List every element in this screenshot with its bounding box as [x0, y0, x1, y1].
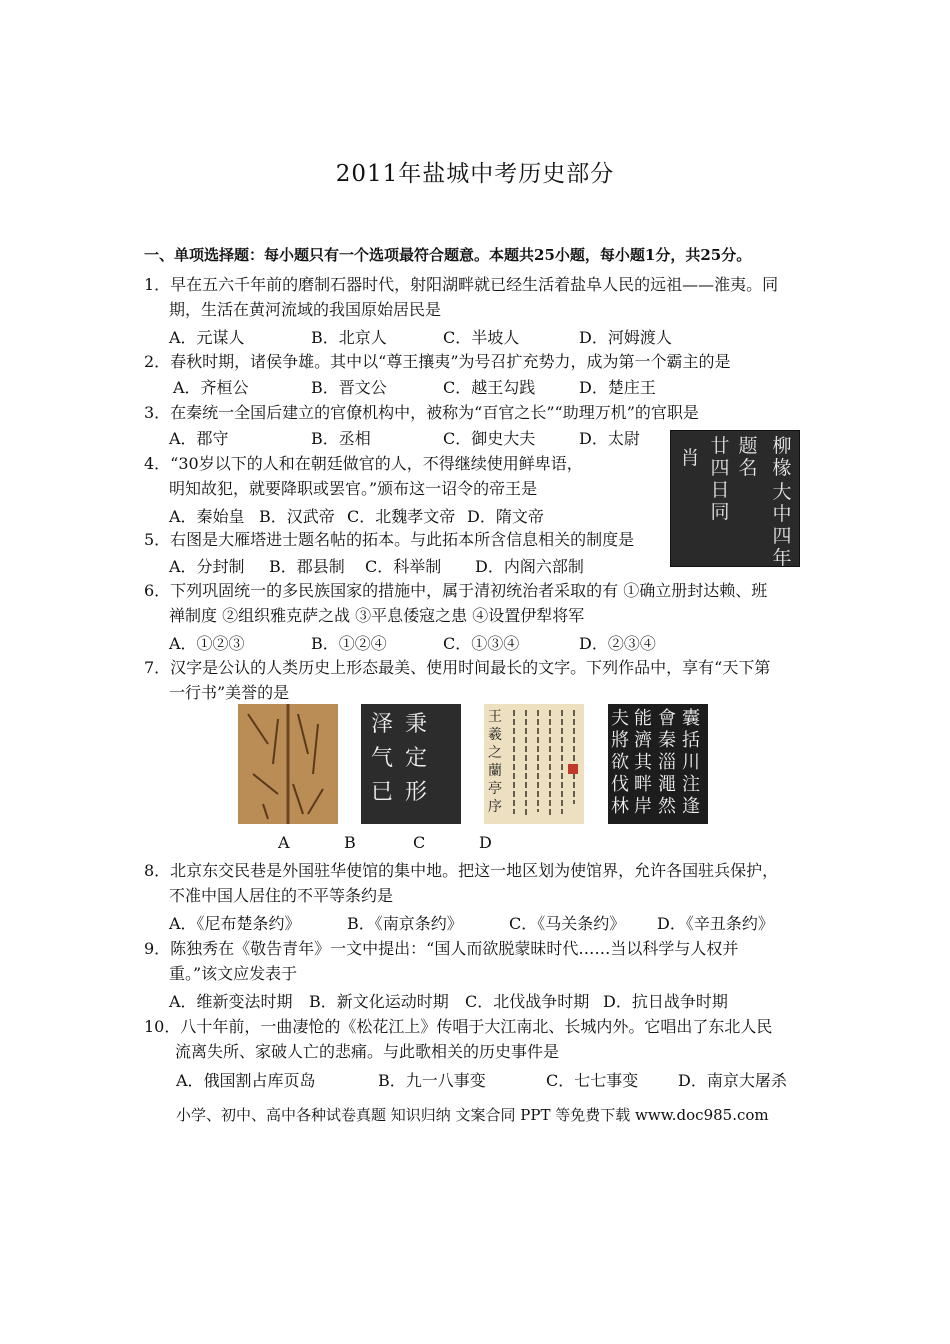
question-2-option-d[interactable]: D．楚庄王 [579, 378, 656, 397]
question-7-label-b[interactable]: B [344, 833, 356, 852]
question-1 [144, 272, 812, 322]
regular-glyph-16: 夫 [611, 708, 629, 729]
regular-glyph-7: 秦 [658, 730, 676, 751]
question-3-option-a[interactable]: A．郡守 [169, 429, 229, 448]
regular-glyph-14: 畔 [634, 774, 652, 795]
question-3 [144, 400, 812, 425]
question-4-option-c[interactable]: C．北魏孝文帝 [347, 507, 456, 526]
lanting-xu-image[interactable] [484, 704, 584, 824]
question-4-line-2: 明知故犯，就要降职或罢官。”颁布这一诏令的帝王是 [169, 479, 538, 498]
question-5-option-d[interactable]: D．内阁六部制 [475, 557, 584, 576]
regular-glyph-1: 囊 [682, 708, 700, 729]
regular-glyph-3: 川 [682, 752, 700, 773]
section-heading: 一、单项选择题：每小题只有一个选项最符合题意。本题共25小题，每小题1分，共25分。 [144, 246, 752, 264]
question-5-line-1: 5．右图是大雁塔进士题名帖的拓本。与此拓本所含信息相关的制度是 [144, 530, 635, 549]
regular-glyph-6: 會 [658, 708, 676, 729]
regular-glyph-17: 將 [611, 730, 629, 751]
question-4 [144, 451, 664, 501]
question-8 [144, 858, 812, 908]
seal-script-image[interactable] [361, 704, 461, 824]
regular-glyph-2: 括 [682, 730, 700, 751]
seal-glyph-2: 定 [405, 746, 428, 771]
question-4-line-1: 4．“30岁以下的人和在朝廷做官的人，不得继续使用鲜卑语， [144, 454, 583, 473]
question-3-option-b[interactable]: B．丞相 [311, 429, 371, 448]
question-6-option-b[interactable]: B．①②④ [311, 634, 387, 653]
regular-glyph-19: 伐 [611, 774, 629, 795]
question-7-label-c[interactable]: C [413, 833, 426, 852]
question-10-option-c[interactable]: C．七七事变 [546, 1071, 639, 1090]
question-4-option-a[interactable]: A．秦始皇 [169, 507, 245, 526]
question-4-option-d[interactable]: D．隋文帝 [467, 507, 544, 526]
question-9-option-c[interactable]: C．北伐战争时期 [465, 992, 590, 1011]
question-6-line-1: 6．下列巩固统一的多民族国家的措施中，属于清初统治者采取的有 ①确立册封达赖、班 [144, 581, 768, 600]
question-8-line-2: 不准中国人居住的不平等条约是 [169, 886, 394, 905]
lanting-title-6: 序 [488, 799, 502, 815]
regular-glyph-18: 欲 [611, 752, 629, 773]
regular-glyph-20: 林 [611, 796, 629, 817]
regular-glyph-4: 注 [682, 774, 700, 795]
question-6-option-c[interactable]: C．①③④ [443, 634, 520, 653]
lanting-title-2: 羲 [488, 727, 502, 743]
question-9-option-b[interactable]: B．新文化运动时期 [309, 992, 449, 1011]
question-3-option-c[interactable]: C．御史大夫 [443, 429, 536, 448]
seal-glyph-3: 形 [405, 780, 428, 805]
regular-glyph-8: 淄 [658, 752, 676, 773]
question-6-option-d[interactable]: D．②③④ [579, 634, 656, 653]
rubbing-col-4: 题名 [738, 435, 758, 479]
seal-glyph-4: 泽 [371, 712, 394, 737]
question-1-option-c[interactable]: C．半坡人 [443, 328, 520, 347]
regular-glyph-12: 濟 [634, 730, 652, 751]
rubbing-image [670, 430, 800, 567]
question-6-line-2: 禅制度 ②组织雅克萨之战 ③平息倭寇之患 ④设置伊犁将军 [169, 606, 585, 625]
rubbing-col-3: 廿四日同 [710, 435, 730, 523]
footer-text: 小学、初中、高中各种试卷真题 知识归纳 文案合同 PPT 等免费下载 www.doc985.com [176, 1106, 769, 1124]
regular-glyph-5: 逢 [682, 796, 700, 817]
regular-glyph-10: 然 [658, 796, 676, 817]
question-9-line-2: 重。”该文应发表于 [169, 964, 298, 983]
regular-glyph-11: 能 [634, 708, 652, 729]
question-1-option-d[interactable]: D．河姆渡人 [579, 328, 672, 347]
question-5-option-b[interactable]: B．郡县制 [269, 557, 345, 576]
question-7-line-2: 一行书”美誉的是 [169, 683, 290, 702]
question-5 [144, 527, 664, 552]
question-7-line-1: 7．汉字是公认的人类历史上形态最美、使用时间最长的文字。下列作品中，享有“天下第 [144, 658, 771, 677]
oracle-bone-image[interactable] [238, 704, 338, 824]
question-10 [144, 1014, 812, 1064]
regular-glyph-15: 岸 [634, 796, 652, 817]
question-6 [144, 578, 812, 628]
question-3-line-1: 3．在秦统一全国后建立的官僚机构中，被称为“百官之长”“助理万机”的官职是 [144, 403, 699, 422]
question-10-option-d[interactable]: D．南京大屠杀 [678, 1071, 787, 1090]
question-9 [144, 936, 812, 986]
question-1-line-2: 期，生活在黄河流域的我国原始居民是 [169, 300, 442, 319]
question-10-option-a[interactable]: A．俄国割占库页岛 [176, 1071, 316, 1090]
question-2 [144, 349, 812, 374]
question-7 [144, 655, 812, 705]
oracle-bone-texture [238, 704, 338, 824]
page-title: 2011年盐城中考历史部分 [335, 161, 615, 187]
lanting-title-3: 之 [488, 745, 502, 761]
regular-glyph-13: 其 [634, 752, 652, 773]
question-1-option-a[interactable]: A．元谋人 [169, 328, 245, 347]
seal-glyph-6: 已 [371, 780, 394, 805]
seal-glyph-1: 秉 [405, 712, 428, 737]
question-8-option-a[interactable]: A．《尼布楚条约》 [169, 914, 301, 933]
question-2-option-a[interactable]: A．齐桓公 [173, 378, 249, 397]
question-1-line-1: 1．早在五六千年前的磨制石器时代，射阳湖畔就已经生活着盐阜人民的远祖——淮夷。同 [144, 275, 779, 294]
question-2-option-b[interactable]: B．晋文公 [311, 378, 387, 397]
question-9-line-1: 9．陈独秀在《敬告青年》一文中提出：“国人而欲脱蒙昧时代……当以科学与人权并 [144, 939, 739, 958]
question-5-option-c[interactable]: C．科举制 [365, 557, 442, 576]
question-8-option-c[interactable]: C．《马关条约》 [509, 914, 626, 933]
question-3-option-d[interactable]: D．太尉 [579, 429, 640, 448]
lanting-title-5: 亭 [488, 781, 502, 797]
question-4-option-b[interactable]: B．汉武帝 [259, 507, 335, 526]
question-10-line-2: 流离失所、家破人亡的悲痛。与此歌相关的历史事件是 [175, 1042, 560, 1061]
question-10-line-1: 10．八十年前，一曲凄怆的《松花江上》传唱于大江南北、长城内外。它唱出了东北人民 [144, 1017, 773, 1036]
question-8-option-b[interactable]: B．《南京条约》 [347, 914, 463, 933]
question-2-line-1: 2．春秋时期，诸侯争雄。其中以“尊王攘夷”为号召扩充势力，成为第一个霸主的是 [144, 352, 731, 371]
question-5-option-a[interactable]: A．分封制 [169, 557, 245, 576]
question-10-option-b[interactable]: B．九一八事变 [378, 1071, 486, 1090]
question-7-label-a[interactable]: A [278, 833, 290, 852]
question-9-option-a[interactable]: A．维新变法时期 [169, 992, 293, 1011]
question-8-option-d[interactable]: D．《辛丑条约》 [657, 914, 774, 933]
question-8-line-1: 8．北京东交民巷是外国驻华使馆的集中地。把这一地区划为使馆界，允许各国驻兵保护， [144, 861, 779, 880]
question-2-option-c[interactable]: C．越王勾践 [443, 378, 536, 397]
regular-script-image[interactable] [608, 704, 708, 824]
seal-glyph-5: 气 [371, 746, 394, 771]
lanting-title-4: 蘭 [488, 763, 502, 779]
lanting-title-1: 王 [488, 709, 502, 725]
question-9-option-d[interactable]: D．抗日战争时期 [603, 992, 728, 1011]
question-7-label-d[interactable]: D [479, 833, 492, 852]
rubbing-col-5: 肖 [680, 447, 700, 469]
question-1-option-b[interactable]: B．北京人 [311, 328, 387, 347]
regular-glyph-9: 澠 [658, 774, 676, 795]
question-6-option-a[interactable]: A．①②③ [169, 634, 245, 653]
rubbing-col-1: 柳椽 [772, 435, 792, 479]
rubbing-col-2: 大中四年 [772, 481, 792, 569]
